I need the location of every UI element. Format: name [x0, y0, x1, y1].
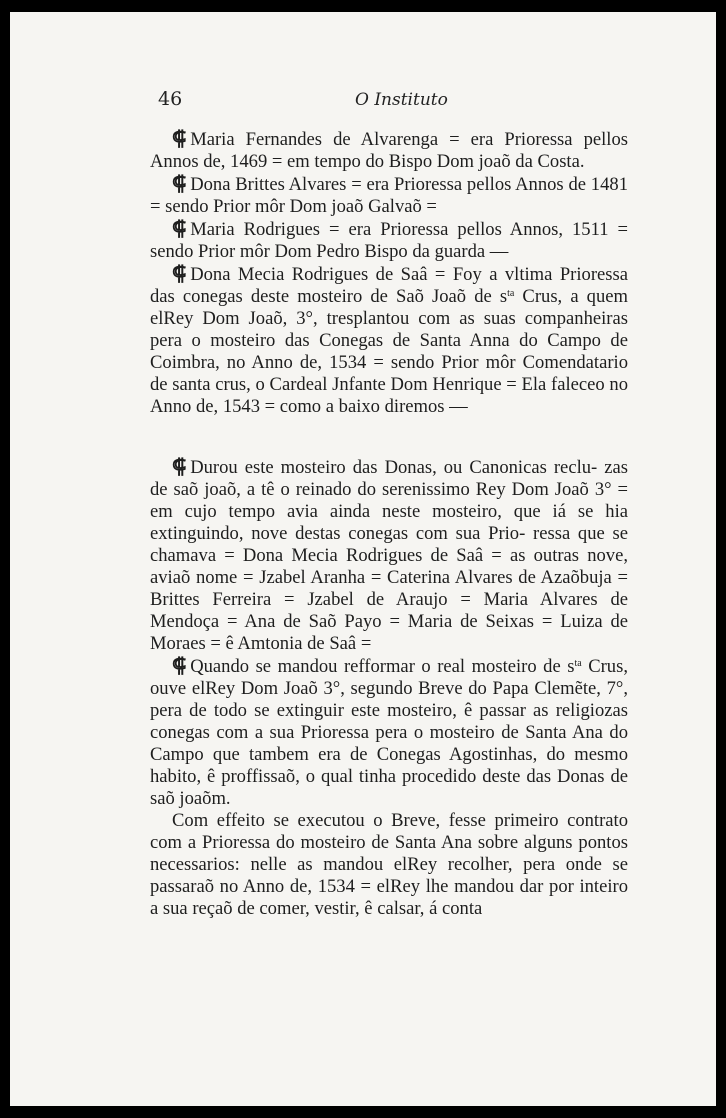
pilcrow-icon: ⸿: [172, 218, 187, 240]
pilcrow-icon: ⸿: [172, 655, 187, 677]
paragraph-3: [150, 218, 628, 263]
paragraph-text: Quando se mandou refformar o real mosteiro de $s^{ta}$ Crus, ouve elRey Dom Joaõ 3°, segundo Breve do Papa Clemẽte, 7°, pera de todo se extinguir este mosteiro, ê passar as religiozas conegas com a sua Prioressa pera o mosteiro de Santa Ana do Campo que tambem era de Conegas Agostinhas, do mesmo habito, ê proffissaõ, o qual tinha procedido deste das Donas de saõ joaõm.: [150, 656, 628, 809]
paragraph-text: Durou este mosteiro das Donas, ou Canonicas reclu- zas de saõ joaõ, a tê o reinado do serenissimo Rey Dom Joaõ 3° = em cujo tempo avia ainda neste mosteiro, que iá se hia extinguindo, nove destas conegas com sua Prio- ressa que se chamava = Dona Mecia Rodrigues de Saâ = as outras nove, aviaõ nome = Jzabel Aranha = Caterina Alvares de Azaõbuja = Brittes Ferreira = Jzabel de Araujo = Maria Alvares de Mendoça = Ana de Saõ Payo = Maria de Seixas = Luiza de Moraes = ê Amtonia de Saâ =: [150, 457, 628, 654]
page-number: 46: [158, 88, 183, 110]
paragraph-1: [150, 128, 628, 173]
paragraph-text: Com effeito se executou o Breve, fesse primeiro contrato com a Prioressa do mosteiro de Santa Ana sobre alguns pontos necessarios: nelle as mandou elRey recolher, pera onde se passaraõ no Anno de, 1534 = elRey lhe mandou dar por inteiro a sua reçaõ de comer, vestir, ê calsar, á conta: [150, 810, 628, 919]
paragraph-text: Dona Brittes Alvares = era Prioressa pellos Annos de 1481 = sendo Prior môr Dom joaõ Galvaõ =: [150, 174, 628, 217]
pilcrow-icon: ⸿: [172, 173, 187, 195]
paragraph-text: Maria Rodrigues = era Prioressa pellos Annos, 1511 = sendo Prior môr Dom Pedro Bispo da guarda —: [150, 219, 628, 262]
pilcrow-icon: ⸿: [172, 456, 187, 478]
paragraph-text: Maria Fernandes de Alvarenga = era Prioressa pellos Annos de, 1469 = em tempo do Bispo Dom joaõ da Costa.: [150, 129, 628, 172]
superscript: ta: [574, 658, 582, 669]
superscript: ta: [507, 288, 515, 299]
pilcrow-icon: ⸿: [172, 263, 187, 285]
running-title: O Instituto: [355, 90, 448, 110]
pilcrow-icon: ⸿: [172, 128, 187, 150]
section-gap: [150, 418, 628, 456]
paragraph-text: Dona Mecia Rodrigues de Saâ = Foy a vltima Prioressa das conegas deste mosteiro de Saõ Joaõ de $s^{ta}$ Crus, a quem elRey Dom Joaõ, 3°, tresplantou com as suas companheiras pera o mosteiro das Conegas de Santa Anna do Campo de Coimbra, no Anno de, 1534 = sendo Prior môr Comendatario de santa crus, o Cardeal Jnfante Dom Henrique = Ela faleceo no Anno de, 1543 = como a baixo diremos —: [150, 264, 628, 417]
paragraph-2: [150, 173, 628, 218]
text-body: [150, 128, 628, 920]
paragraph-7: [150, 810, 628, 920]
page-header: [10, 88, 716, 118]
paragraph-6: [150, 655, 628, 810]
paragraph-4: [150, 263, 628, 418]
paragraph-5: [150, 456, 628, 655]
